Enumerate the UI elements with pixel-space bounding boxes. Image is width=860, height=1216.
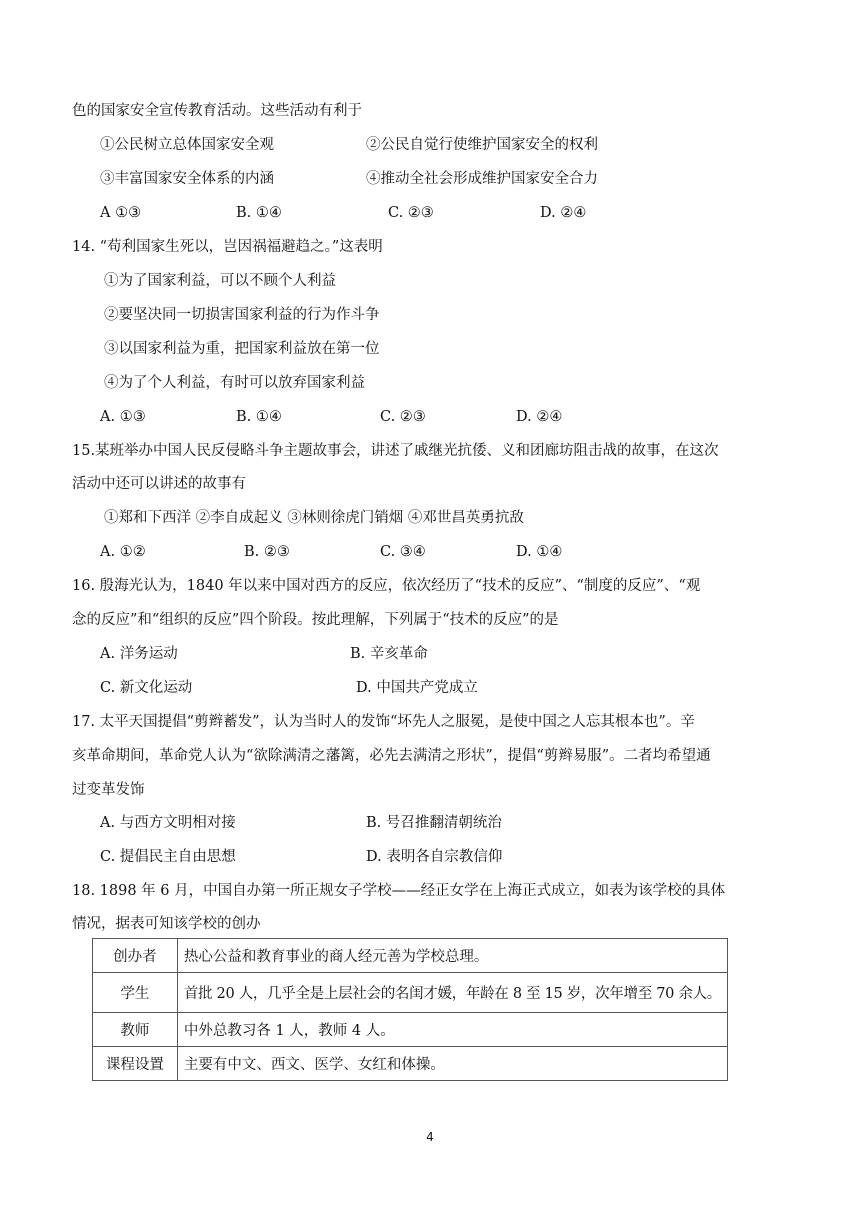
q14-item-4: ④为了个人利益，有时可以放弃国家利益 (104, 375, 365, 391)
q13-item-4: ④推动全社会形成维护国家安全合力 (366, 171, 598, 187)
table-row-value: 中外总教习各 1 人，教师 4 人。 (177, 1013, 727, 1047)
q16-stem-line-1: 16. 殷海光认为，1840 年以来中国对西方的反应，依次经历了“技术的反应”、“制度的反应”、“观 (72, 578, 701, 594)
q16-option-d[interactable]: D. 中国共产党成立 (356, 680, 478, 696)
table-row (93, 939, 728, 973)
table-row-value: 首批 20 人，几乎全是上层社会的名闺才媛，年龄在 8 至 15 岁，次年增至 70 余人。 (177, 973, 727, 1013)
q15-option-c[interactable]: C. ③④ (380, 544, 426, 560)
q16-stem-line-2: 念的反应”和“组织的反应”四个阶段。按此理解，下列属于“技术的反应”的是 (72, 612, 559, 628)
table-row (93, 973, 728, 1013)
q15-stem-line-2: 活动中还可以讲述的故事有 (72, 476, 246, 492)
q14-option-d[interactable]: D. ②④ (516, 409, 563, 425)
table-row-label: 创办者 (93, 939, 178, 973)
q17-option-a[interactable]: A. 与西方文明相对接 (100, 815, 236, 831)
table-row-value: 热心公益和教育事业的商人经元善为学校总理。 (177, 939, 727, 973)
q14-item-1: ①为了国家利益，可以不顾个人利益 (104, 273, 336, 289)
q14-item-2: ②要坚决同一切损害国家利益的行为作斗争 (104, 307, 380, 323)
q16-option-c[interactable]: C. 新文化运动 (100, 680, 193, 696)
table-row-value: 主要有中文、西文、医学、女红和体操。 (177, 1047, 727, 1081)
table-row-label: 教师 (93, 1013, 178, 1047)
school-info-table (92, 938, 728, 1081)
q17-option-c[interactable]: C. 提倡民主自由思想 (100, 849, 236, 865)
q13-item-3: ③丰富国家安全体系的内涵 (100, 171, 274, 187)
q13-item-1: ①公民树立总体国家安全观 (100, 137, 274, 153)
q16-option-a[interactable]: A. 洋务运动 (100, 646, 178, 662)
q17-option-d[interactable]: D. 表明各自宗教信仰 (366, 849, 503, 865)
table-row-label: 学生 (93, 973, 178, 1013)
table-row (93, 1047, 728, 1081)
q15-option-b[interactable]: B. ②③ (244, 544, 290, 560)
q17-stem-line-2: 亥革命期间，革命党人认为“欲除满清之藩篱，必先去满清之形状”，提倡“剪辫易服”。二者均希望通 (72, 748, 711, 764)
q15-stem-line-1: 15.某班举办中国人民反侵略斗争主题故事会，讲述了戚继光抗倭、义和团廊坊阻击战的故事，在这次 (72, 443, 719, 459)
table-row (93, 1013, 728, 1047)
q18-stem-line-1: 18. 1898 年 6 月，中国自办第一所正规女子学校——经正女学在上海正式成立，如表为该学校的具体 (72, 883, 726, 899)
table-row-label: 课程设置 (93, 1047, 178, 1081)
q13-option-c[interactable]: C. ②③ (388, 205, 434, 221)
q16-option-b[interactable]: B. 辛亥革命 (350, 646, 428, 662)
q13-option-a[interactable]: A ①③ (100, 205, 142, 221)
q17-stem-line-3: 过变革发饰 (72, 782, 145, 798)
q13-stem-cont: 色的国家安全宣传教育活动。这些活动有利于 (72, 103, 362, 119)
q13-option-d[interactable]: D. ②④ (540, 205, 587, 221)
q14-option-c[interactable]: C. ②③ (380, 409, 426, 425)
q15-items: ①郑和下西洋 ②李自成起义 ③林则徐虎门销烟 ④邓世昌英勇抗敌 (104, 510, 524, 526)
q17-option-b[interactable]: B. 号召推翻清朝统治 (366, 815, 502, 831)
q14-item-3: ③以国家利益为重，把国家利益放在第一位 (104, 341, 380, 357)
q17-stem-line-1: 17. 太平天国提倡“剪辫蓄发”，认为当时人的发饰“坏先人之服冕，是使中国之人忘其根本也”。辛 (72, 714, 695, 730)
q14-stem: 14. “苟利国家生死以，岂因祸福避趋之。”这表明 (72, 239, 383, 255)
q14-option-b[interactable]: B. ①④ (236, 409, 282, 425)
page-number: 4 (426, 1130, 434, 1144)
q18-stem-line-2: 情况，据表可知该学校的创办 (72, 916, 261, 932)
q13-option-b[interactable]: B. ①④ (236, 205, 282, 221)
q14-option-a[interactable]: A. ①③ (100, 409, 146, 425)
q15-option-d[interactable]: D. ①④ (516, 544, 563, 560)
q15-option-a[interactable]: A. ①② (100, 544, 146, 560)
q13-item-2: ②公民自觉行使维护国家安全的权利 (366, 137, 598, 153)
